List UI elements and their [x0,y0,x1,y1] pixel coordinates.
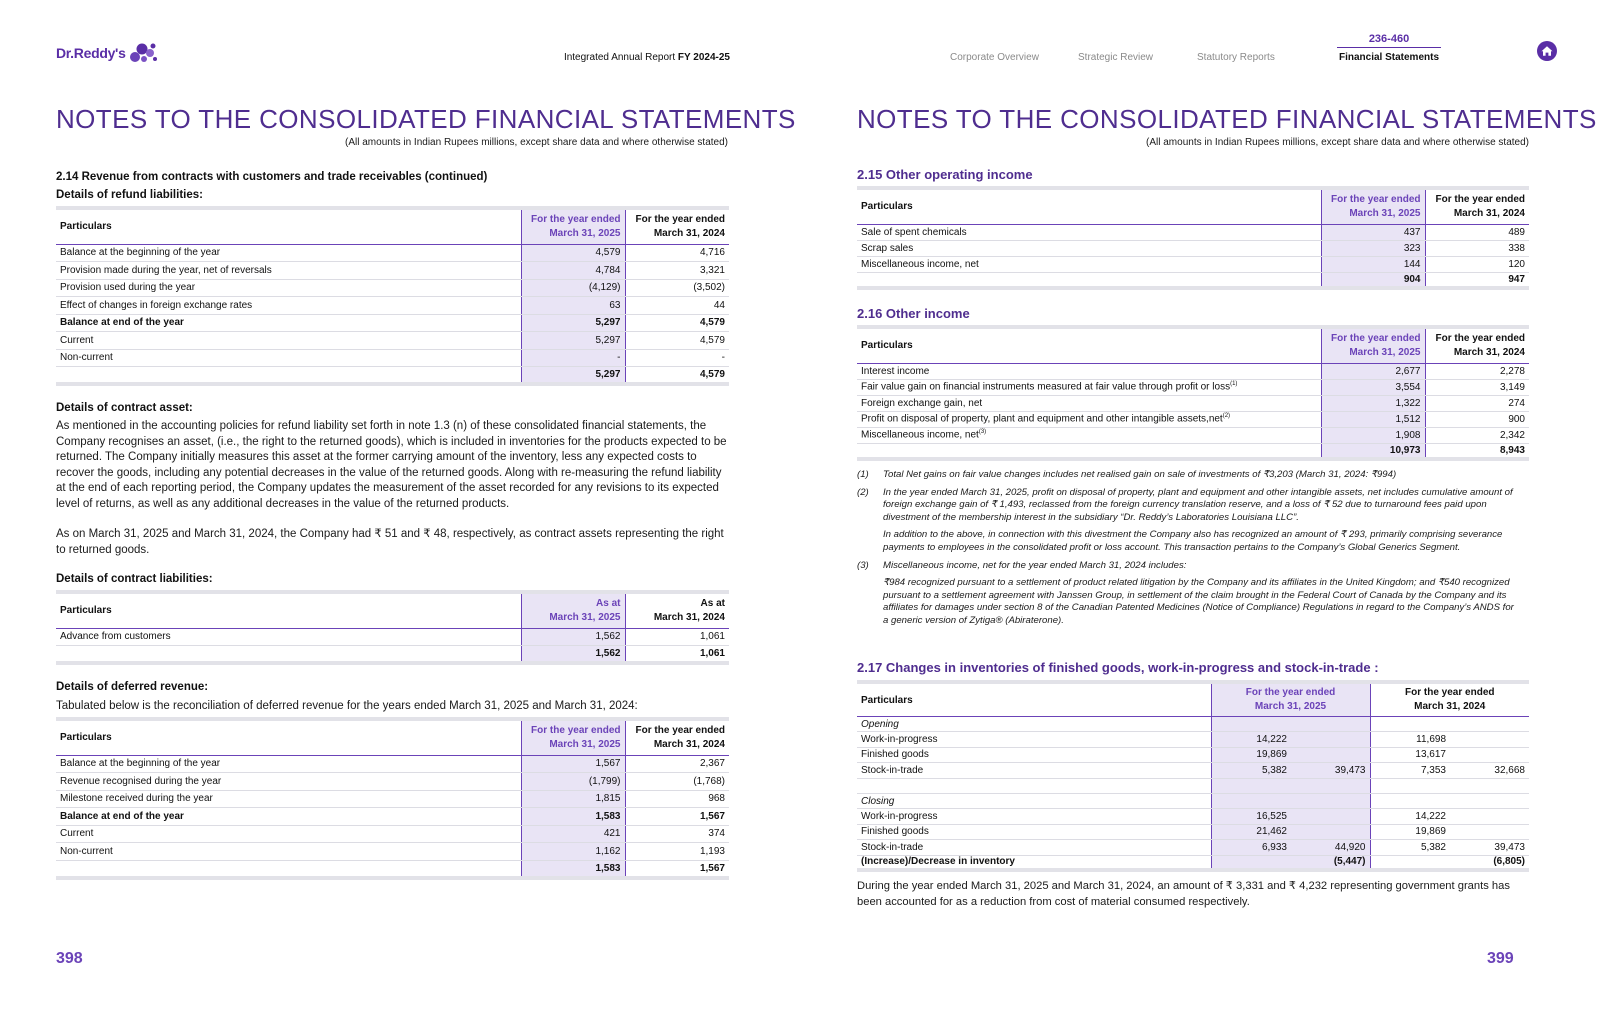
cell-fy2024-total [1450,717,1529,732]
cell-fy2025: 1,512 [1321,411,1425,427]
inventories-rows [857,717,1529,871]
table-row [56,297,729,315]
cell-fy2024-item: 13,617 [1370,747,1450,762]
cell-fy2024: (1,768) [625,773,729,791]
cell-fy2025: (1,799) [521,773,625,791]
right-page [800,0,1600,1012]
cell-fy2024-total [1450,747,1529,762]
table-row [56,349,729,367]
table-row [56,628,729,646]
refund-heading: Details of refund liabilities: [56,189,203,201]
cell-fy2024-total: (6,805) [1450,855,1529,870]
table-row [857,732,1529,747]
cell-fy2025: - [521,349,625,367]
other-operating-income-table [857,186,1529,290]
col-header: Particulars [56,592,521,628]
table-row [857,411,1529,427]
cell-fy2024: (3,502) [625,279,729,297]
col-header: Particulars [56,208,521,244]
table-row [56,843,729,861]
page-subtitle: (All amounts in Indian Rupees millions, except share data and where otherwise stated) [345,137,728,148]
table-row [857,443,1529,459]
cell-fy2025: 144 [1321,256,1425,272]
cell-fy2025-total [1291,809,1370,824]
table-row [857,778,1529,793]
cell-fy2025-item [1211,793,1291,808]
col-header: For the year ended March 31, 2024 [1370,682,1529,717]
row-label: Finished goods [857,747,1211,762]
cell-fy2024: 2,367 [625,755,729,773]
table-row [56,860,729,878]
logo-text: Dr.Reddy's [56,45,126,61]
cell-fy2025-total: (5,447) [1291,855,1370,870]
row-label: Balance at the beginning of the year [56,755,521,773]
cell-fy2025-total [1291,793,1370,808]
cell-fy2024: 8,943 [1425,443,1529,459]
row-label [857,443,1321,459]
row-label: Closing [857,793,1211,808]
row-label [857,272,1321,288]
col-header: As at March 31, 2025 [521,592,625,628]
col-header: For the year ended March 31, 2025 [1321,188,1425,224]
cell-fy2025-item [1211,855,1291,870]
cell-fy2025: 4,579 [521,244,625,262]
page-subtitle: (All amounts in Indian Rupees millions, except share data and where otherwise stated) [1146,137,1529,148]
cell-fy2024-total: 32,668 [1450,763,1529,778]
cell-fy2025-item: 21,462 [1211,824,1291,839]
cell-fy2025: 4,784 [521,262,625,280]
cell-fy2024-item: 14,222 [1370,809,1450,824]
row-label: Stock-in-trade [857,763,1211,778]
row-label: Sale of spent chemicals [857,224,1321,240]
footnote: In addition to the above, in connection with this divestment the Company also has recognized an amount of ₹ 293, primarily comprising severance payments to employees in the consolidated profit or loss account. This transaction pertains to the Company’s Global Generics Segment. [883,529,1503,553]
row-label: Balance at the beginning of the year [56,244,521,262]
cell-fy2025: 323 [1321,240,1425,256]
row-label: Balance at end of the year [56,808,521,826]
cell-fy2024: 3,149 [1425,379,1529,395]
cell-fy2024: 1,193 [625,843,729,861]
row-label: Opening [857,717,1211,732]
cell-fy2025-total: 39,473 [1291,763,1370,778]
row-label: Current [56,332,521,350]
col-header: For the year ended March 31, 2024 [1425,327,1529,363]
table-row [56,755,729,773]
row-label: (Increase)/Decrease in inventory [857,855,1211,870]
table-row [857,763,1529,778]
cell-fy2025: 5,297 [521,314,625,332]
cell-fy2025-item: 16,525 [1211,809,1291,824]
contract-liabilities-heading: Details of contract liabilities: [56,573,213,585]
table-row [857,809,1529,824]
row-label: Interest income [857,363,1321,379]
row-label: Current [56,825,521,843]
other-operating-income-title: 2.15 Other operating income [857,167,1033,182]
page-title: NOTES TO THE CONSOLIDATED FINANCIAL STATEMENTS [857,104,1597,134]
cell-fy2025-item: 6,933 [1211,840,1291,855]
col-header: Particulars [857,327,1321,363]
cell-fy2024-total [1450,793,1529,808]
cell-fy2025: 1,567 [521,755,625,773]
table-row [56,314,729,332]
table-row [56,773,729,791]
cell-fy2024-item: 5,382 [1370,840,1450,855]
cell-fy2025-item [1211,717,1291,732]
col-header: For the year ended March 31, 2025 [1321,327,1425,363]
table-row [56,646,729,664]
contract-asset-paragraph-2: As on March 31, 2025 and March 31, 2024, the Company had ₹ 51 and ₹ 48, respectively, as contract assets representing the right to returned goods. [56,528,724,556]
page-number: 399 [1487,950,1514,967]
deferred-revenue-table [56,717,729,880]
cell-fy2024: - [625,349,729,367]
cell-fy2024-item: 19,869 [1370,824,1450,839]
cell-fy2024-item [1370,778,1450,793]
table-row [857,395,1529,411]
cell-fy2024-total [1450,732,1529,747]
row-label [56,860,521,878]
table-row [857,272,1529,288]
cell-fy2025-total [1291,747,1370,762]
row-label: Finished goods [857,824,1211,839]
row-label: Balance at end of the year [56,314,521,332]
cell-fy2025-item: 19,869 [1211,747,1291,762]
col-header: For the year ended March 31, 2024 [625,208,729,244]
cell-fy2024: 900 [1425,411,1529,427]
refund-liabilities-table [56,206,729,386]
table-row [857,855,1529,870]
cell-fy2025: 1,562 [521,646,625,664]
table-row [56,790,729,808]
col-header: For the year ended March 31, 2025 [1211,682,1370,717]
cell-fy2025-item [1211,778,1291,793]
row-label: Foreign exchange gain, net [857,395,1321,411]
cell-fy2025: (4,129) [521,279,625,297]
nav-page-range: 236-460 [1337,33,1441,45]
other-income-footnotes [857,469,1517,633]
col-header: As at March 31, 2024 [625,592,729,628]
table-row [857,240,1529,256]
cell-fy2024: 374 [625,825,729,843]
table-row [56,279,729,297]
cell-fy2025: 1,583 [521,808,625,826]
other-operating-rows [857,224,1529,288]
cell-fy2024: 4,579 [625,332,729,350]
table-row [56,262,729,280]
contract-liabilities-table [56,590,729,665]
col-header: Particulars [857,188,1321,224]
inventories-title: 2.17 Changes in inventories of finished goods, work-in-progress and stock-in-trade : [857,660,1379,675]
cell-fy2025: 63 [521,297,625,315]
refund-rows [56,244,729,384]
report-title: Integrated Annual Report FY 2024-25 [563,52,730,63]
cell-fy2025: 421 [521,825,625,843]
deferred-revenue-heading: Details of deferred revenue: [56,681,209,693]
cell-fy2024: 1,567 [625,808,729,826]
col-header: For the year ended March 31, 2025 [521,208,625,244]
inventories-table [857,680,1529,872]
table-row [857,793,1529,808]
cell-fy2024: 1,061 [625,646,729,664]
cell-fy2024: 1,061 [625,628,729,646]
cell-fy2025-total [1291,717,1370,732]
table-row [857,824,1529,839]
nav-statutory-reports[interactable]: Statutory Reports [1197,52,1275,63]
table-row [857,840,1529,855]
cell-fy2025: 904 [1321,272,1425,288]
nav-financial-statements[interactable]: Financial Statements [1338,52,1440,63]
row-label: Provision used during the year [56,279,521,297]
row-label: Advance from customers [56,628,521,646]
cell-fy2025: 10,973 [1321,443,1425,459]
table-row [56,808,729,826]
row-label: Scrap sales [857,240,1321,256]
cell-fy2024: 2,278 [1425,363,1529,379]
section-title: 2.14 Revenue from contracts with customers and trade receivables (continued) [56,171,488,183]
cell-fy2024-total [1450,824,1529,839]
row-label: Revenue recognised during the year [56,773,521,791]
cell-fy2025-total [1291,778,1370,793]
other-income-rows [857,363,1529,459]
row-label: Miscellaneous income, net$^{(3)}$ [857,427,1321,443]
cell-fy2024: 2,342 [1425,427,1529,443]
col-header: For the year ended March 31, 2025 [521,719,625,755]
cell-fy2025: 2,677 [1321,363,1425,379]
deferred-revenue-intro: Tabulated below is the reconciliation of deferred revenue for the years ended March 31, 2025 and March 31, 2024: [56,700,638,712]
row-label: Stock-in-trade [857,840,1211,855]
cell-fy2024: 338 [1425,240,1529,256]
cell-fy2024: 4,579 [625,314,729,332]
table-row [857,427,1529,443]
cell-fy2025-total: 44,920 [1291,840,1370,855]
cell-fy2024: 44 [625,297,729,315]
table-row [857,256,1529,272]
cell-fy2024-item [1370,717,1450,732]
row-label: Non-current [56,843,521,861]
cell-fy2025-total [1291,824,1370,839]
nav-corporate-overview[interactable]: Corporate Overview [950,52,1039,63]
logo-bubbles-icon [129,42,159,64]
cell-fy2025: 5,297 [521,332,625,350]
row-label [56,367,521,385]
row-label: Provision made during the year, net of reversals [56,262,521,280]
table-row [56,244,729,262]
row-label: Milestone received during the year [56,790,521,808]
deferred-revenue-rows [56,755,729,878]
table-row [857,747,1529,762]
col-header: Particulars [857,682,1211,717]
row-label: Non-current [56,349,521,367]
cell-fy2024: 489 [1425,224,1529,240]
cell-fy2025: 5,297 [521,367,625,385]
cell-fy2025: 3,554 [1321,379,1425,395]
nav-strategic-review[interactable]: Strategic Review [1078,52,1154,63]
page-title: NOTES TO THE CONSOLIDATED FINANCIAL STATEMENTS [56,104,796,134]
cell-fy2024: 947 [1425,272,1529,288]
row-label: Work-in-progress [857,809,1211,824]
col-header: For the year ended March 31, 2024 [625,719,729,755]
table-row [857,379,1529,395]
table-row [56,825,729,843]
footnote: (3) Miscellaneous income, net for the year ended March 31, 2024 includes: [857,559,1187,571]
cell-fy2025-item: 5,382 [1211,763,1291,778]
cell-fy2025: 1,815 [521,790,625,808]
row-label: Profit on disposal of property, plant and equipment and other intangible assets,net$^{(2)}$ [857,411,1321,427]
cell-fy2024: 274 [1425,395,1529,411]
contract-liabilities-rows [56,628,729,663]
other-income-table [857,325,1529,461]
cell-fy2025-total [1291,732,1370,747]
cell-fy2024: 3,321 [625,262,729,280]
row-label: Fair value gain on financial instruments measured at fair value through profit or loss$^{(1)}$ [857,379,1321,395]
page-number: 398 [56,950,83,967]
row-label: Effect of changes in foreign exchange rates [56,297,521,315]
other-income-title: 2.16 Other income [857,306,970,321]
footnote: (2) In the year ended March 31, 2025, profit on disposal of property, plant and equipment and other intangible assets, net includes cumulative amount of foreign exchange gain of ₹ 1,493, reclassed from the foreign currency translation reserve, and a loss of ₹ 52 due to turnaround fees paid upon divestment of the membership interest in the subsidiary “Dr. Reddy’s Laboratories Louisiana LLC”. [857,486,1513,523]
government-grants-note: During the year ended March 31, 2025 and March 31, 2024, an amount of ₹ 3,331 and ₹ 4,232 representing government grants has been accounted for as a reduction from cost of material consumed respectively. [857,880,1510,908]
contract-asset-heading: Details of contract asset: [56,402,193,414]
row-label [56,646,521,664]
table-row [56,332,729,350]
cell-fy2025: 1,162 [521,843,625,861]
table-row [857,363,1529,379]
cell-fy2025: 437 [1321,224,1425,240]
cell-fy2024-item: 7,353 [1370,763,1450,778]
cell-fy2024-item: 11,698 [1370,732,1450,747]
cell-fy2024-item [1370,793,1450,808]
footnote: (1) Total Net gains on fair value changes includes net realised gain on sale of investments of ₹3,203 (March 31, 2024: ₹994) [857,469,1397,480]
contract-asset-paragraph: As mentioned in the accounting policies for refund liability set forth in note 1.3 (n) of these consolidated financial statements, the Company recognises an asset, (i.e., the right to the returned goods), which is included in inventories for the products expected to be returned. The Company initially measures this asset at the former carrying amount of the inventory, less any expected costs to recover the goods, including any potential decreases in the value of the returned goods. Along with re-measuring the refund liability at the end of each reporting period, the Company updates the measurement of the asset recorded for any revisions to its expected level of returns, as well as any additional decreases in the value of the returned products. [56,420,727,510]
cell-fy2024-total: 39,473 [1450,840,1529,855]
table-row [857,224,1529,240]
cell-fy2025: 1,322 [1321,395,1425,411]
row-label [857,778,1211,793]
col-header: Particulars [56,719,521,755]
cell-fy2024: 120 [1425,256,1529,272]
cell-fy2024: 4,579 [625,367,729,385]
table-row [56,367,729,385]
cell-fy2025: 1,583 [521,860,625,878]
col-header: For the year ended March 31, 2024 [1425,188,1529,224]
dr-reddys-logo[interactable] [56,42,159,64]
cell-fy2024: 4,716 [625,244,729,262]
cell-fy2025: 1,562 [521,628,625,646]
table-row [857,717,1529,732]
cell-fy2024: 968 [625,790,729,808]
footnote: ₹984 recognized pursuant to a settlement of product related litigation by the Company and its affiliates in the United Kingdom; and ₹540 recognized pursuant to a settlement agreement with Janssen Group, in settlement of the claim brought in the Federal Court of Canada by the Company and its affiliates for damages under section 8 of the Canadian Patented Medicines (Notice of Compliance) Regulations in regard to the Company’s ANDS for a generic version of Zytiga® (Abiraterone). [883,577,1514,626]
cell-fy2024: 1,567 [625,860,729,878]
cell-fy2025: 1,908 [1321,427,1425,443]
cell-fy2024-total [1450,809,1529,824]
home-icon[interactable] [1536,40,1558,67]
row-label: Miscellaneous income, net [857,256,1321,272]
cell-fy2024-total [1450,778,1529,793]
row-label: Work-in-progress [857,732,1211,747]
cell-fy2025-item: 14,222 [1211,732,1291,747]
cell-fy2024-item [1370,855,1450,870]
